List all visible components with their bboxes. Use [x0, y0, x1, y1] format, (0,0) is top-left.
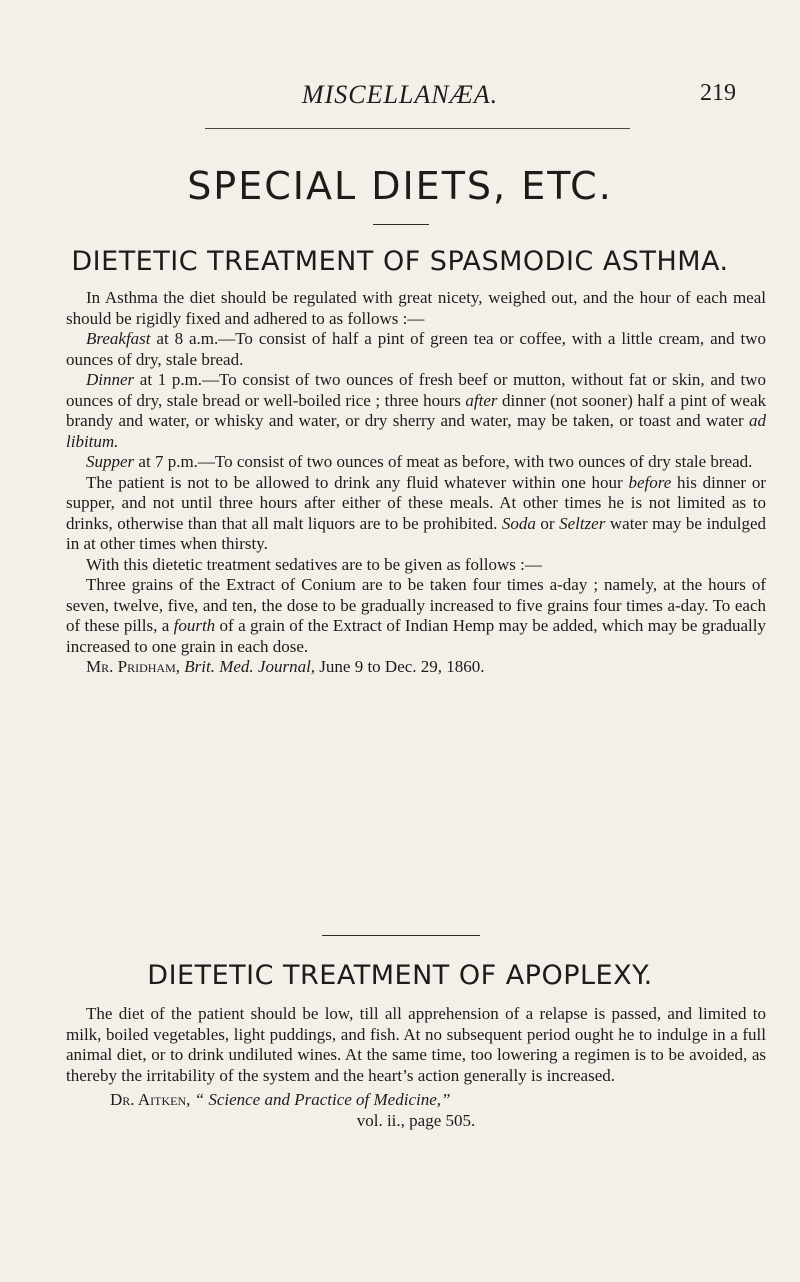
- reference-book: “ Science and Practice of Medicine,”: [194, 1090, 451, 1109]
- supper-paragraph: [66, 452, 766, 473]
- fluid-or: or: [535, 513, 560, 533]
- reference-author: Mr. Pridham,: [86, 657, 180, 676]
- fluid-before: before: [628, 472, 672, 492]
- breakfast-label: Breakfast: [86, 329, 151, 348]
- asthma-reference: [66, 657, 766, 678]
- apoplexy-heading: DIETETIC TREATMENT OF APOPLEXY.: [147, 960, 653, 991]
- fluid-text-3: water may be indulged in at other times when thirsty.: [66, 513, 766, 553]
- reference-author: Dr. Aitken,: [110, 1090, 191, 1109]
- conium-fourth: fourth: [173, 616, 216, 635]
- fluid-text-2: his dinner or supper, and not until three hours after either of these meals. At other times he is not limited as to drinks, otherwise than that all malt liquors are to be prohibited.: [66, 472, 766, 533]
- dinner-ad-libitum: ad libitum.: [66, 411, 766, 451]
- running-title: MISCELLANÆA.: [301, 80, 499, 109]
- running-head: [0, 80, 800, 120]
- apoplexy-reference: [66, 1090, 766, 1111]
- dinner-text-1: at 1 p.m.—To consist of two ounces of fresh beef or mutton, without fat or skin, and two ounces of dry, stale bread or well-boiled rice ; three hours: [66, 370, 766, 410]
- header-rule: [205, 128, 630, 129]
- breakfast-paragraph: [66, 329, 766, 370]
- supper-label: Supper: [86, 452, 135, 471]
- asthma-intro: In Asthma the diet should be regulated with great nicety, weighed out, and the hour of each meal should be rigidly fixed and adhered to as follows :—: [66, 288, 766, 328]
- dinner-paragraph: [66, 370, 766, 452]
- fluid-text-1: The patient is not to be allowed to drink any fluid whatever within one hour: [86, 472, 629, 492]
- conium-text-2: of a grain of the Extract of Indian Hemp may be added, which may be gradually increased to one grain in each dose.: [66, 616, 766, 656]
- main-heading: SPECIAL DIETS, ETC.: [187, 164, 613, 208]
- reference-date: June 9 to Dec. 29, 1860.: [315, 657, 485, 676]
- asthma-heading: DIETETIC TREATMENT OF SPASMODIC ASTHMA.: [71, 246, 729, 277]
- supper-text: at 7 p.m.—To consist of two ounces of meat as before, with two ounces of dry stale bread.: [134, 452, 753, 471]
- apoplexy-section: [66, 1004, 766, 1131]
- apoplexy-body: The diet of the patient should be low, till all apprehension of a relapse is passed, and limited to milk, boiled vegetables, light puddings, and fish. At no subsequent period ought he to indulge in a full animal diet, or to drink undiluted wines. At the same time, too lowering a regimen is to be avoided, as thereby the irritability of the system and the heart’s action generally is increased.: [66, 1004, 766, 1085]
- sedatives-paragraph: With this dietetic treatment sedatives are to be given as follows :—: [86, 554, 542, 574]
- conium-text-1: Three grains of the Extract of Conium are to be taken four times a-day ; namely, at the hours of seven, twelve, five, and ten, the dose to be gradually increased to five grains four times a-day. To each of these pills, a: [66, 575, 766, 635]
- conium-paragraph: [66, 575, 766, 657]
- page-number: 219: [700, 80, 736, 106]
- dinner-label: Dinner: [86, 370, 135, 389]
- heading-rule: [373, 224, 429, 225]
- fluid-seltzer: Seltzer: [559, 513, 606, 533]
- asthma-section: [66, 288, 766, 678]
- dinner-after: after: [465, 390, 498, 410]
- reference-page: vol. ii., page 505.: [356, 1110, 476, 1130]
- breakfast-text: at 8 a.m.—To consist of half a pint of green tea or coffee, with a little cream, and two ounces of dry, stale bread.: [66, 329, 766, 369]
- section-divider: [322, 935, 480, 936]
- fluid-paragraph: [66, 473, 766, 555]
- reference-journal: Brit. Med. Journal,: [184, 657, 316, 676]
- dinner-text-2: dinner (not sooner) half a pint of weak brandy and water, or whisky and water, or dry sherry and water, may be taken, or toast and water: [66, 390, 766, 430]
- fluid-soda: Soda: [501, 513, 536, 533]
